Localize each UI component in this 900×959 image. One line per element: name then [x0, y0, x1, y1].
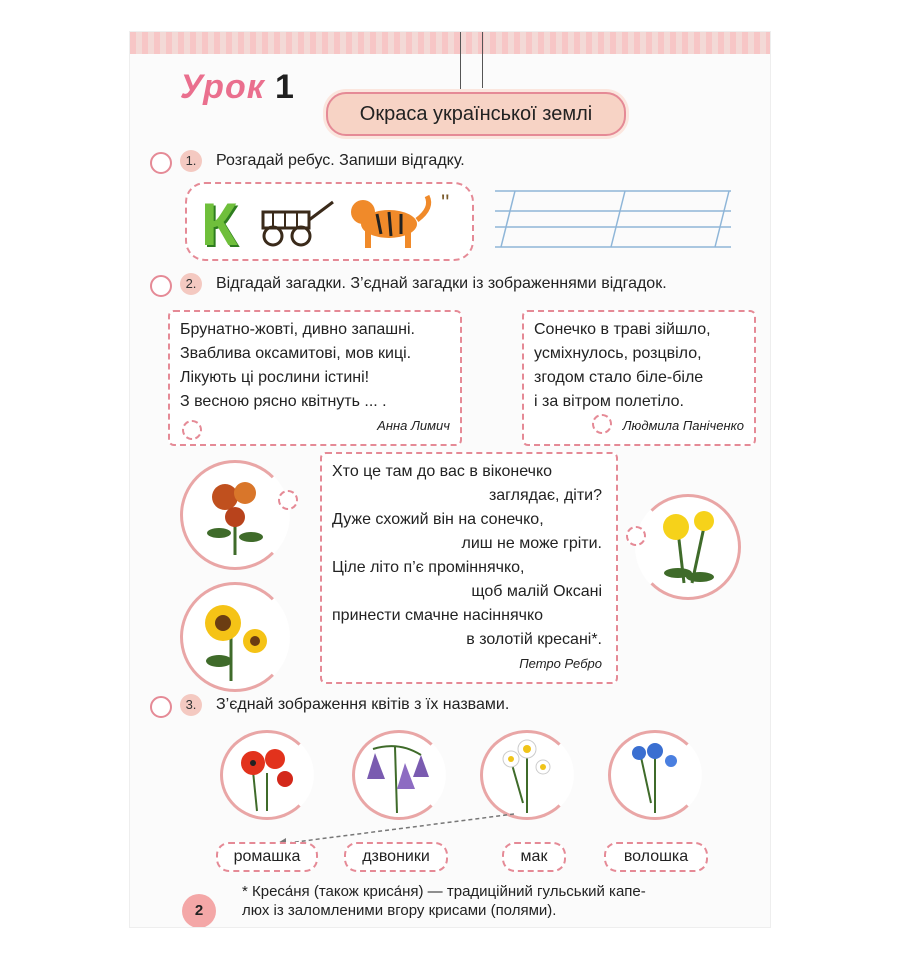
label-bellflower[interactable]: дзвоники — [344, 842, 448, 872]
connector-dot[interactable] — [626, 526, 646, 546]
lesson-title: Окраса української землі — [326, 92, 626, 136]
riddle-line: і за вітром полетіло. — [534, 393, 684, 410]
hanging-string — [460, 32, 461, 92]
check-circle[interactable] — [150, 696, 172, 718]
riddle-2 — [522, 310, 756, 446]
check-circle[interactable] — [150, 275, 172, 297]
label-poppy[interactable]: мак — [502, 842, 566, 872]
hanging-string — [482, 32, 483, 88]
answer-writing-lines[interactable] — [495, 189, 731, 249]
cornflower-image[interactable] — [608, 730, 702, 820]
task-instruction: З’єднай зображення квітів з їх назвами. — [216, 696, 510, 713]
task-number: 2. — [180, 273, 202, 295]
label-cornflower[interactable]: волошка — [604, 842, 708, 872]
riddle-line: Дуже схожий він на сонечко, — [332, 511, 544, 528]
workbook-page — [130, 32, 770, 927]
task-number: 3. — [180, 694, 202, 716]
riddle-author: Петро Ребро — [519, 656, 602, 671]
bellflower-image[interactable] — [352, 730, 446, 820]
riddle-line: лиш не може гріти. — [461, 535, 602, 552]
chamomile-image[interactable] — [480, 730, 574, 820]
footnote — [242, 882, 742, 920]
rebus-box — [185, 182, 474, 261]
riddle-line: заглядає, діти? — [488, 487, 602, 504]
riddle-author: Анна Лимич — [377, 418, 450, 433]
riddle-line: Ціле літо п’є проміннячко, — [332, 559, 525, 576]
rebus-letter: К — [201, 191, 238, 258]
check-circle[interactable] — [150, 152, 172, 174]
riddle-line: Брунатно-жовті, дивно запашні. — [180, 321, 415, 338]
task-instruction: Розгадай ребус. Запиши відгадку. — [216, 152, 465, 169]
connector-dot[interactable] — [592, 414, 612, 434]
decorative-top-band — [130, 32, 770, 54]
riddle-line: усміхнулось, розцвіло, — [534, 345, 702, 362]
riddle-line: згодом стало біле-біле — [534, 369, 704, 386]
connector-dot[interactable] — [182, 420, 202, 440]
riddle-line: Сонечко в траві зійшло, — [534, 321, 711, 338]
riddle-1 — [168, 310, 462, 446]
footnote-line: * Креса́ня (також криса́ня) — традиційний гульський капе- — [242, 883, 646, 900]
footnote-line: люх із заломленими вгору крисами (полями). — [242, 902, 557, 919]
rebus-commas: '' — [441, 190, 450, 215]
riddle-line: принести смачне насіннячко — [332, 607, 544, 624]
riddle-line: щоб малій Оксані — [471, 583, 602, 600]
riddle-author: Людмила Паніченко — [622, 418, 744, 433]
task-number: 1. — [180, 150, 202, 172]
sunflower-image[interactable] — [180, 582, 290, 692]
poppy-image[interactable] — [220, 730, 314, 820]
connector-dot[interactable] — [278, 490, 298, 510]
lesson-heading — [180, 68, 295, 107]
riddle-line: Лікують ці рослини істині! — [180, 369, 370, 386]
label-chamomile[interactable]: ромашка — [216, 842, 318, 872]
cart-image — [257, 198, 337, 248]
page-number: 2 — [182, 894, 216, 927]
lesson-number: 1 — [274, 68, 295, 106]
riddle-3 — [320, 452, 618, 684]
lesson-word: Урок — [180, 68, 265, 106]
riddle-line: Зваблива оксамитові, мов киці. — [180, 345, 412, 362]
riddle-line: Хто це там до вас в віконечко — [332, 463, 553, 480]
tiger-image — [347, 190, 437, 252]
dandelion-image[interactable] — [635, 494, 741, 600]
task-instruction: Відгадай загадки. З’єднай загадки із зображеннями відгадок. — [216, 275, 667, 292]
riddle-line: З весною рясно квітнуть ... . — [180, 393, 387, 410]
riddle-line: в золотій кресані*. — [466, 631, 602, 648]
marigold-image[interactable] — [180, 460, 290, 570]
